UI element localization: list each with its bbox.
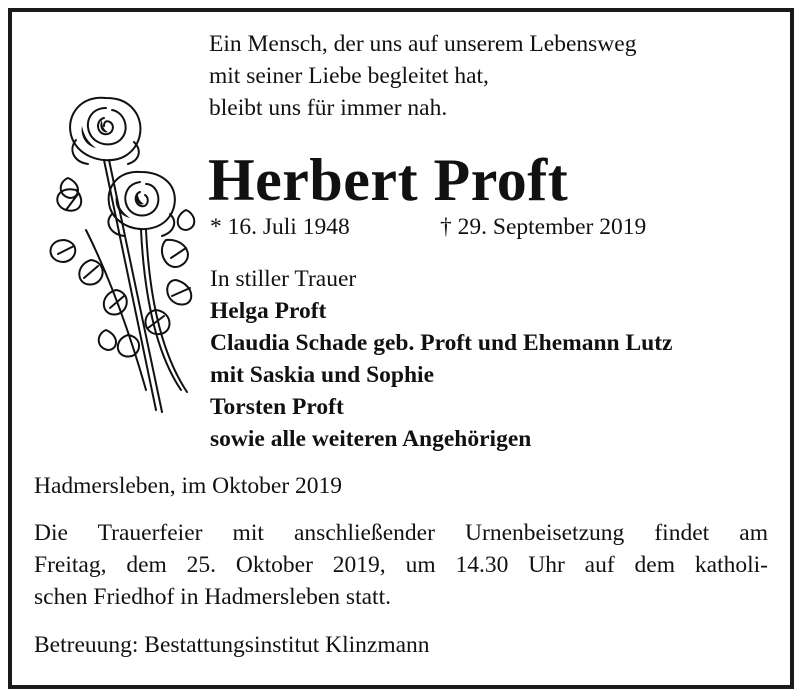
mourner-name: Claudia Schade geb. Proft und Ehemann Lutz xyxy=(210,330,673,356)
poem-line: Ein Mensch, der uns auf unserem Lebensweg xyxy=(209,31,637,57)
poem-line: bleibt uns für immer nah. xyxy=(209,95,448,121)
mourner-name: Helga Proft xyxy=(210,298,327,324)
service-notice xyxy=(34,517,768,613)
place-date: Hadmersleben, im Oktober 2019 xyxy=(34,473,343,499)
deceased-name: Herbert Proft xyxy=(208,147,569,213)
mourner-name: sowie alle weiteren Angehörigen xyxy=(210,426,532,452)
death-date: † 29. September 2019 xyxy=(440,214,647,240)
mourner-name: Torsten Proft xyxy=(210,394,344,420)
birth-date: * 16. Juli 1948 xyxy=(210,214,350,240)
service-line: Die Trauerfeier mit anschließender Urnenbeisetzung findet am xyxy=(34,520,768,546)
poem xyxy=(209,28,636,124)
funeral-care: Betreuung: Bestattungsinstitut Klinzmann xyxy=(34,632,430,658)
obituary-frame xyxy=(8,8,794,689)
mourners xyxy=(210,263,672,455)
poem-line: mit seiner Liebe begleitet hat, xyxy=(209,63,489,89)
service-line: schen Friedhof in Hadmersleben statt. xyxy=(34,584,391,610)
roses-illustration-icon xyxy=(46,90,206,425)
mourners-intro: In stiller Trauer xyxy=(210,266,357,292)
mourner-name: mit Saskia und Sophie xyxy=(210,362,434,388)
service-line: Freitag, dem 25. Oktober 2019, um 14.30 Uhr auf dem katholi- xyxy=(34,552,768,578)
